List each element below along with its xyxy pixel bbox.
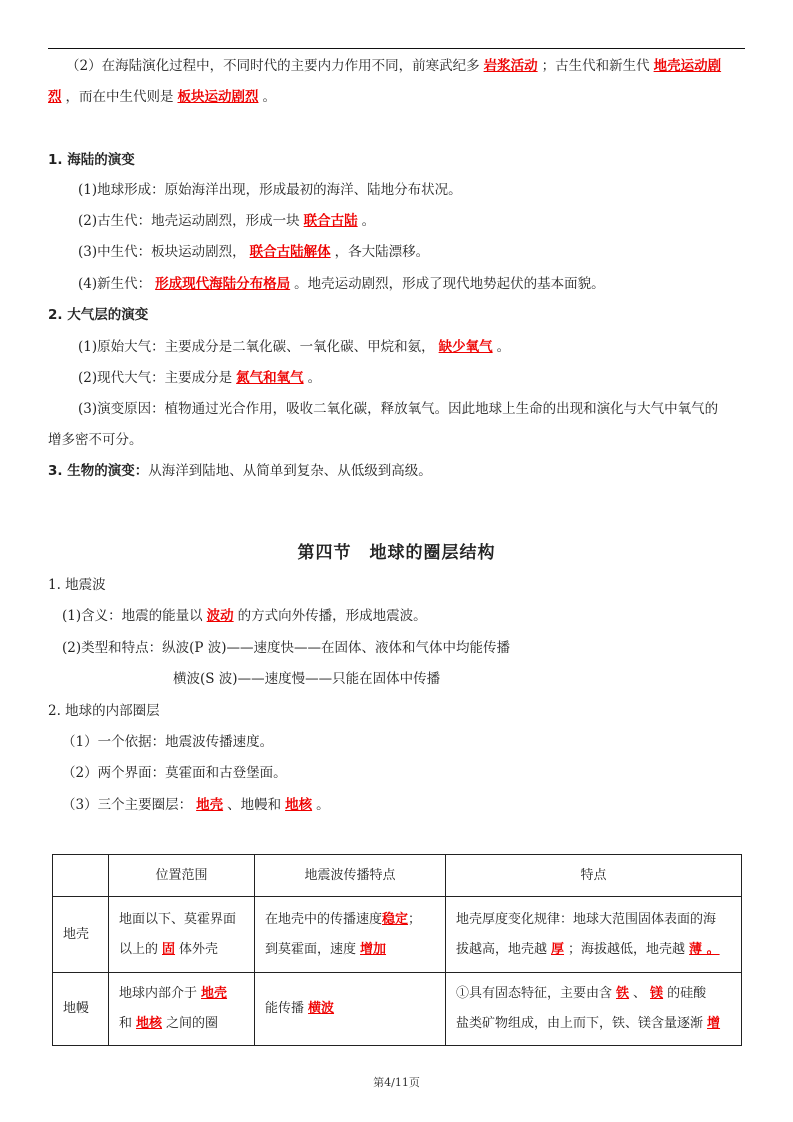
page-number: 第4/11页 <box>373 1076 420 1089</box>
heading-atmosphere: 2. 大气层的演变 <box>48 307 149 323</box>
answer-blank: 形成现代海陆分布格局 <box>155 276 291 292</box>
table-header-cell: 地震波传播特点 <box>255 855 446 897</box>
answer-blank: 厚 <box>551 941 565 957</box>
answer-blank: 岩浆活动 <box>483 58 538 74</box>
item: (3)中生代：板块运动剧烈， 联合古陆解体 ，各大陆漂移。 <box>78 244 430 260</box>
item: (4)新生代： 形成现代海陆分布格局 。地壳运动剧烈，形成了现代地势起伏的基本面貌。 <box>78 276 605 292</box>
answer-blank: 镁 <box>650 986 664 1001</box>
heading-sea-land: 1. 海陆的演变 <box>48 152 135 168</box>
answer-blank: 横波 <box>308 1001 335 1016</box>
answer-blank: 铁 <box>616 986 630 1001</box>
heading-seismic-wave: 1. 地震波 <box>48 577 106 593</box>
answer-blank: 联合古陆 <box>303 213 358 229</box>
answer-blank: 波动 <box>206 608 234 624</box>
row-label: 地幔 <box>53 973 109 1046</box>
section-title: 第四节 地球的圈层结构 <box>297 543 496 563</box>
table-cell: 地面以下、莫霍界面 以上的 固 体外壳 <box>109 897 255 973</box>
heading-biology: 3. 生物的演变：从海洋到陆地、从简单到复杂、从低级到高级。 <box>48 463 432 479</box>
row-label: 地壳 <box>53 897 109 973</box>
answer-blank: 固 <box>162 941 176 957</box>
item: （2）两个界面：莫霍面和古登堡面。 <box>62 765 287 781</box>
item: （1）一个依据：地震波传播速度。 <box>62 734 274 750</box>
table-cell: 地壳厚度变化规律：地球大范围固体表面的海 拔越高，地壳越 厚 ；海拔越低，地壳越 薄 。 <box>446 897 742 973</box>
item: (1)原始大气：主要成分是二氧化碳、一氧化碳、甲烷和氨， 缺少氧气 。 <box>78 339 511 355</box>
answer-blank: 地核 <box>136 1016 163 1031</box>
answer-blank: 地壳 <box>201 986 228 1001</box>
answer-blank: 地壳运动剧 <box>653 58 722 74</box>
answer-blank: 烈 <box>48 89 62 105</box>
item: (2)古生代：地壳运动剧烈，形成一块 联合古陆 。 <box>78 213 376 229</box>
table-header-cell: 特点 <box>446 855 742 897</box>
table-row <box>53 973 742 1046</box>
answer-blank: 地核 <box>285 797 313 813</box>
item: (1)含义：地震的能量以 波动 的方式向外传播，形成地震波。 <box>62 608 427 624</box>
answer-blank: 薄 。 <box>689 941 720 957</box>
table-cell: 在地壳中的传播速度稳定； 到莫霍面，速度 增加 <box>255 897 446 973</box>
table-cell: 地球内部介于 地壳 和 地核 之间的圈 <box>109 973 255 1046</box>
answer-blank: 增 <box>707 1016 721 1031</box>
answer-blank: 板块运动剧烈 <box>177 89 259 105</box>
earth-layers-table <box>52 854 742 1046</box>
heading-inner-layers: 2. 地球的内部圈层 <box>48 703 160 719</box>
answer-blank: 联合古陆解体 <box>249 244 331 260</box>
item: (2)现代大气：主要成分是 氮气和氧气 。 <box>78 370 322 386</box>
item: (3)演变原因：植物通过光合作用，吸收二氧化碳，释放氧气。因此地球上生命的出现和演化与大气中氧气的 <box>78 401 719 417</box>
answer-blank: 增加 <box>360 941 387 957</box>
item: 横波(S 波)——速度慢——只能在固体中传播 <box>173 671 441 687</box>
answer-blank: 稳定 <box>382 911 409 927</box>
item: (1)地球形成：原始海洋出现，形成最初的海洋、陆地分布状况。 <box>78 182 462 198</box>
answer-blank: 氮气和氧气 <box>236 370 304 386</box>
item: (2)类型和特点：纵波(P 波)——速度快——在固体、液体和气体中均能传播 <box>62 640 511 656</box>
answer-blank: 缺少氧气 <box>438 339 493 355</box>
table-cell: ①具有固态特征，主要由含 铁 、 镁 的硅酸 盐类矿物组成，由上而下，铁、镁含量逐渐 增 <box>446 973 742 1046</box>
item: （3）三个主要圈层： 地壳 、地幔和 地核 。 <box>62 797 330 813</box>
table-cell: 能传播 横波 <box>255 973 446 1046</box>
header-rule <box>48 48 745 49</box>
table-row <box>53 897 742 973</box>
para-evolution-line1: （2）在海陆演化过程中，不同时代的主要内力作用不同，前寒武纪多 岩浆活动 ；古生代和新生代 地壳运动剧 <box>66 56 725 76</box>
table-header-cell: 位置范围 <box>109 855 255 897</box>
answer-blank: 地壳 <box>196 797 224 813</box>
para-evolution-line2: 烈 ，而在中生代则是 板块运动剧烈 。 <box>48 89 276 105</box>
item: 增多密不可分。 <box>48 432 143 448</box>
table-header-cell <box>53 855 109 897</box>
table-header-row <box>53 855 742 897</box>
